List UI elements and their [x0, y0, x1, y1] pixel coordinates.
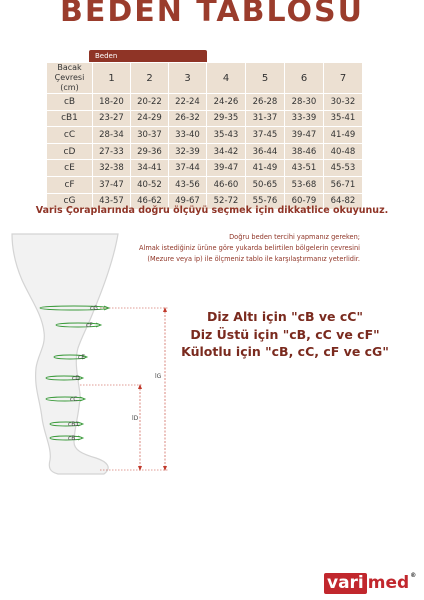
size-row	[47, 160, 363, 177]
size-cell: 41-49	[246, 160, 285, 177]
row-label: cG	[47, 193, 93, 210]
guide-line: Diz Üstü için "cB, cC ve cF"	[190, 326, 380, 342]
size-row	[47, 94, 363, 111]
size-cell: 23-27	[93, 110, 131, 127]
leg-label-cD: cD	[72, 375, 80, 382]
size-cell: 24-29	[131, 110, 169, 127]
row-label: cC	[47, 127, 93, 144]
size-cell: 34-42	[207, 143, 246, 160]
corner-label-line2: Çevresi (cm)	[54, 73, 85, 92]
guide-line: Külotlu için "cB, cC, cF ve cG"	[181, 344, 389, 359]
size-cell: 46-60	[207, 176, 246, 193]
leg-label-cG: cG	[90, 305, 98, 312]
size-header: 6	[285, 63, 324, 94]
leg-label-cB: cB	[68, 435, 76, 442]
size-cell: 37-45	[246, 127, 285, 144]
size-cell: 40-48	[324, 143, 363, 160]
size-table	[46, 62, 363, 210]
size-cell: 32-39	[169, 143, 207, 160]
size-cell: 55-76	[246, 193, 285, 210]
size-row	[47, 110, 363, 127]
size-header: 3	[169, 63, 207, 94]
size-cell: 32-38	[93, 160, 131, 177]
varimed-logo	[324, 572, 416, 594]
size-cell: 28-30	[285, 94, 324, 111]
size-cell: 39-47	[285, 127, 324, 144]
size-cell: 43-57	[93, 193, 131, 210]
page-title: BEDEN TABLOSU	[59, 0, 365, 29]
size-header: 2	[131, 63, 169, 94]
size-row	[47, 176, 363, 193]
size-cell: 27-33	[93, 143, 131, 160]
size-cell: 41-49	[324, 127, 363, 144]
size-cell: 31-37	[246, 110, 285, 127]
size-cell: 53-68	[285, 176, 324, 193]
measure-arrowhead	[78, 436, 83, 440]
size-header: 5	[246, 63, 285, 94]
guide-line: Diz Altı için "cB ve cC"	[207, 309, 363, 324]
size-cell: 35-41	[324, 110, 363, 127]
measure-arrowhead	[80, 397, 85, 401]
size-cell: 37-47	[93, 176, 131, 193]
size-cell: 56-71	[324, 176, 363, 193]
size-header: 4	[207, 63, 246, 94]
logo-registered: ®	[410, 572, 417, 579]
size-cell: 50-65	[246, 176, 285, 193]
row-label: cD	[47, 143, 93, 160]
note-line: Doğru beden tercihi yapmanız gereken;	[229, 233, 360, 241]
note-line: (Mezure veya ip) ile ölçmeniz tablo ile karşılaştırmanız yeterlidir.	[147, 255, 360, 263]
logo-med: med	[367, 573, 410, 593]
size-cell: 39-47	[207, 160, 246, 177]
size-cell: 28-34	[93, 127, 131, 144]
size-header: 1	[93, 63, 131, 94]
size-cell: 37-44	[169, 160, 207, 177]
size-row	[47, 127, 363, 144]
leg-label-cE: cE	[78, 354, 86, 361]
leg-label-cF: cF	[86, 322, 93, 329]
corner-label-line1: Bacak	[57, 63, 82, 72]
size-cell: 60-79	[285, 193, 324, 210]
size-cell: 22-24	[169, 94, 207, 111]
size-cell: 43-56	[169, 176, 207, 193]
corner-label	[47, 63, 93, 94]
size-cell: 35-43	[207, 127, 246, 144]
size-cell: 64-82	[324, 193, 363, 210]
size-cell: 26-32	[169, 110, 207, 127]
size-cell: 29-36	[131, 143, 169, 160]
size-cell: 33-40	[169, 127, 207, 144]
size-cell: 40-52	[131, 176, 169, 193]
size-cell: 33-39	[285, 110, 324, 127]
size-cell: 38-46	[285, 143, 324, 160]
size-row	[47, 143, 363, 160]
size-header-row	[47, 63, 363, 94]
size-cell: 26-28	[246, 94, 285, 111]
size-cell: 43-51	[285, 160, 324, 177]
row-label: cB	[47, 94, 93, 111]
size-header: 7	[324, 63, 363, 94]
leg-label-cB1: cB1	[68, 421, 80, 428]
size-cell: 18-20	[93, 94, 131, 111]
size-cell: 52-72	[207, 193, 246, 210]
size-cell: 34-41	[131, 160, 169, 177]
note-line: Almak istediğiniz ürüne göre yukarda belirtilen bölgelerin çevresini	[139, 244, 360, 252]
leg-label-cC: cC	[70, 396, 78, 403]
leg-label-lD: lD	[132, 415, 139, 422]
size-cell: 30-32	[324, 94, 363, 111]
size-cell: 49-67	[169, 193, 207, 210]
beden-tab-label: Beden	[89, 50, 207, 63]
leg-silhouette	[12, 234, 118, 474]
size-cell: 29-35	[207, 110, 246, 127]
size-cell: 46-62	[131, 193, 169, 210]
size-cell: 20-22	[131, 94, 169, 111]
row-label: cB1	[47, 110, 93, 127]
row-label: cF	[47, 176, 93, 193]
size-cell: 24-26	[207, 94, 246, 111]
product-guide	[150, 308, 420, 361]
size-cell: 36-44	[246, 143, 285, 160]
size-cell: 45-53	[324, 160, 363, 177]
logo-vari: vari	[324, 573, 367, 594]
measure-arrowhead	[96, 323, 101, 327]
size-cell: 30-37	[131, 127, 169, 144]
warning-text: Varis Çoraplarında doğru ölçüyü seçmek için dikkatlice okuyunuz.	[35, 205, 389, 216]
leg-label-lG: lG	[155, 373, 162, 380]
row-label: cE	[47, 160, 93, 177]
